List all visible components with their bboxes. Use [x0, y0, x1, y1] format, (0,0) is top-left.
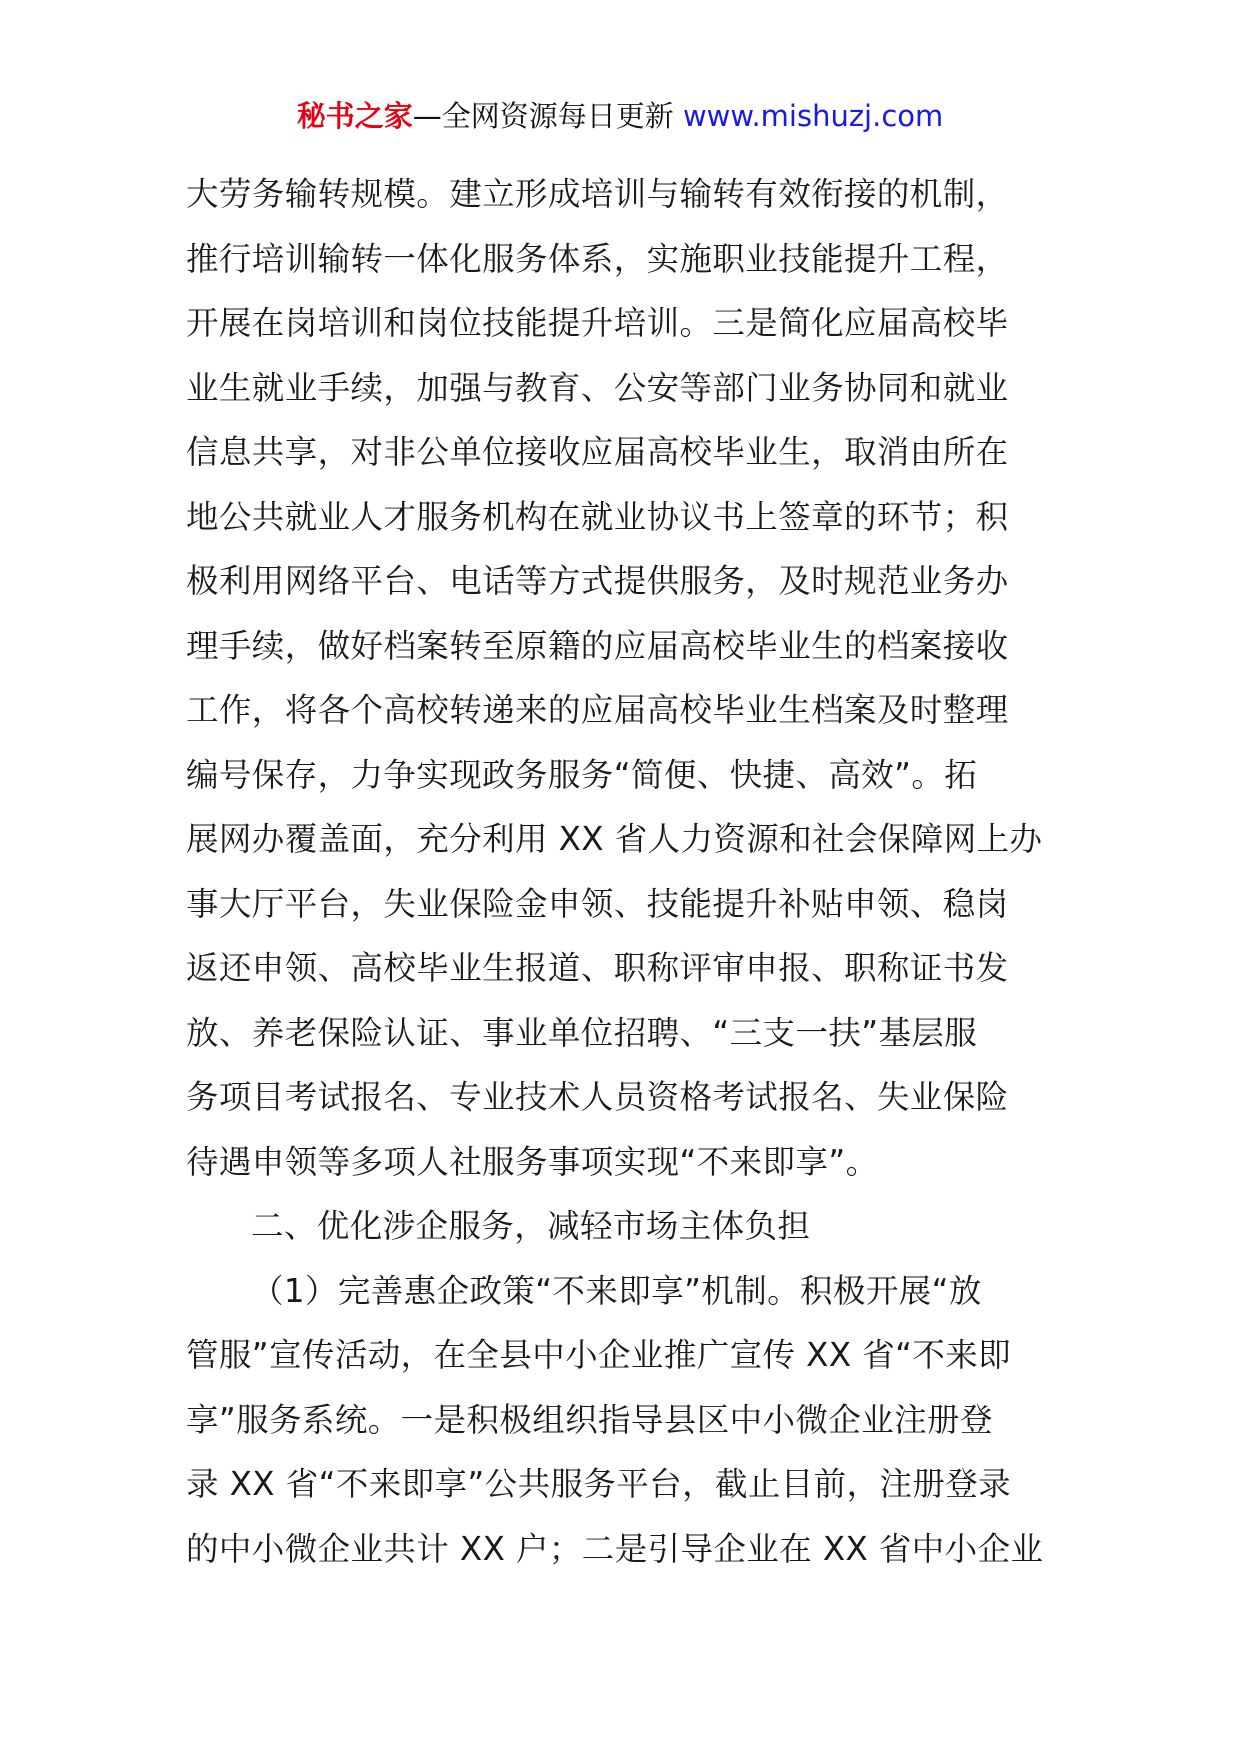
- text-line: 录 XX 省“不来即享”公共服务平台，截止目前，注册登录: [186, 1465, 1012, 1503]
- document-body: [186, 162, 1056, 1581]
- text-line: 开展在岗培训和岗位技能提升培训。三是简化应届高校毕: [186, 304, 1009, 342]
- text-line: 编号保存，力争实现政务服务“简便、快捷、高效”。拓: [186, 755, 978, 794]
- text-line: 地公共就业人才服务机构在就业协议书上签章的环节；积: [186, 497, 1009, 536]
- text-line: 展网办覆盖面，充分利用 XX 省人力资源和社会保障网上办: [186, 820, 1043, 858]
- section-heading: 二、优化涉企服务，减轻市场主体负担: [251, 1207, 811, 1245]
- text-line: 理手续，做好档案转至原籍的应届高校毕业生的档案接收: [186, 626, 1009, 665]
- text-line: （1）完善惠企政策“不来即享”机制。积极开展“放: [251, 1271, 982, 1310]
- text-line: 信息共享，对非公单位接收应届高校毕业生，取消由所在: [186, 433, 1009, 471]
- text-line: 极利用网络平台、电话等方式提供服务，及时规范业务办: [186, 562, 1009, 600]
- text-line: 返还申领、高校毕业生报道、职称评审申报、职称证书发: [186, 949, 1009, 987]
- site-tagline: —全网资源每日更新: [412, 99, 683, 133]
- text-line: 享”服务系统。一是积极组织指导县区中小微企业注册登: [186, 1400, 993, 1439]
- text-line: 待遇申领等多项人社服务事项实现“不来即享”。: [186, 1142, 879, 1181]
- site-brand: 秘书之家: [296, 99, 413, 133]
- text-line: 推行培训输转一体化服务体系，实施职业技能提升工程，: [186, 239, 1009, 278]
- text-line: 业生就业手续，加强与教育、公安等部门业务协同和就业: [186, 368, 1009, 407]
- text-line: 大劳务输转规模。建立形成培训与输转有效衔接的机制，: [186, 175, 1009, 213]
- text-line: 管服”宣传活动，在全县中小企业推广宣传 XX 省“不来即: [186, 1336, 1012, 1374]
- text-line: 放、养老保险认证、事业单位招聘、“三支一扶”基层服: [186, 1013, 978, 1052]
- text-line: 事大厅平台，失业保险金申领、技能提升补贴申领、稳岗: [186, 884, 1009, 923]
- text-line: 务项目考试报名、专业技术人员资格考试报名、失业保险: [186, 1078, 1009, 1116]
- site-url-link[interactable]: www.mishuzj.com: [682, 99, 944, 133]
- site-header: [0, 96, 1240, 136]
- text-line: 工作，将各个高校转递来的应届高校毕业生档案及时整理: [186, 691, 1009, 729]
- text-line: 的中小微企业共计 XX 户；二是引导企业在 XX 省中小企业: [186, 1529, 1044, 1568]
